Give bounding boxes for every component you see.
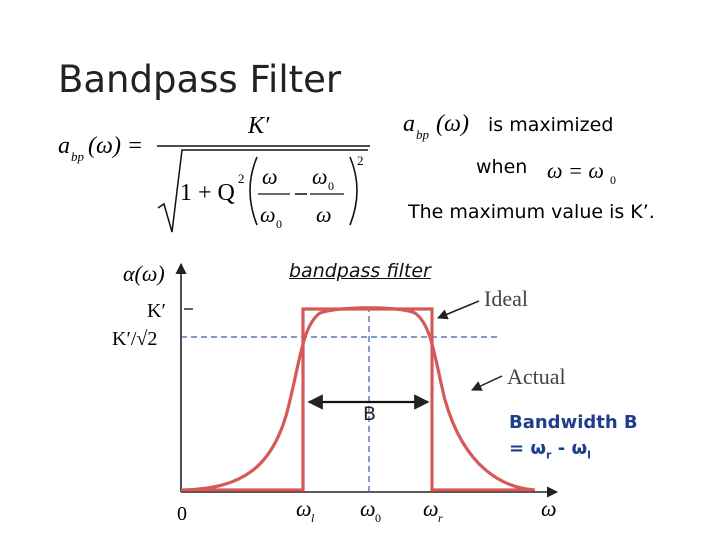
maximized-lhs-arg: (ω) bbox=[436, 111, 469, 137]
actual-arrow bbox=[472, 376, 502, 390]
bandwidth-sub-l: l bbox=[587, 448, 591, 462]
actual-label: Actual bbox=[507, 364, 566, 389]
y-tick-kprime: K′ bbox=[147, 300, 166, 322]
x-tick-w0-sub: 0 bbox=[375, 511, 381, 525]
maximized-lhs-sub: bp bbox=[416, 127, 429, 142]
x-tick-wl-sub: l bbox=[311, 511, 315, 525]
bandwidth-line2 bbox=[509, 436, 638, 469]
formula-frac1-num: ω bbox=[262, 164, 278, 189]
formula-frac2-num-sub: 0 bbox=[328, 179, 334, 193]
formula-numerator: K′ bbox=[248, 113, 270, 139]
x-axis-label: ω bbox=[541, 496, 557, 521]
x-tick-wr-sub: r bbox=[438, 511, 443, 525]
when-text: when bbox=[476, 156, 528, 178]
formula-frac2-num: ω bbox=[312, 164, 328, 189]
ideal-label: Ideal bbox=[484, 286, 528, 311]
y-axis-label: α(ω) bbox=[123, 261, 165, 286]
x-tick-zero: 0 bbox=[177, 503, 187, 525]
max-value-text: The maximum value is K’. bbox=[408, 201, 655, 223]
formula-outer-exp: 2 bbox=[357, 153, 364, 168]
is-maximized-text: is maximized bbox=[488, 114, 614, 136]
x-tick-w0: ω bbox=[360, 496, 376, 521]
bandwidth-line1: Bandwidth B bbox=[509, 412, 638, 433]
maximized-lhs: a bbox=[403, 111, 415, 137]
formula-lhs-arg: (ω) = bbox=[88, 133, 144, 159]
bandwidth-mid: - ω bbox=[551, 438, 588, 459]
bandwidth-sub-r: r bbox=[546, 448, 552, 462]
x-tick-wl: ω bbox=[296, 496, 312, 521]
formula-frac2-den: ω bbox=[316, 202, 332, 227]
bandwidth-prefix: = ω bbox=[509, 438, 546, 459]
slide-title: Bandpass Filter bbox=[58, 58, 342, 101]
actual-response bbox=[185, 308, 535, 490]
y-tick-half: K′/√2 bbox=[112, 328, 158, 350]
when-equation-sub: 0 bbox=[610, 173, 616, 187]
when-equation: ω = ω bbox=[547, 158, 604, 183]
formula-denominator-exp: 2 bbox=[238, 171, 245, 186]
bandwidth-definition bbox=[509, 410, 638, 469]
chart-title: bandpass filter bbox=[289, 260, 431, 282]
formula-frac1-den-sub: 0 bbox=[276, 217, 282, 231]
formula-lhs: a bbox=[58, 133, 70, 159]
x-tick-wr: ω bbox=[423, 496, 439, 521]
formula-frac1-den: ω bbox=[260, 202, 276, 227]
formula-denominator-one: 1 + Q bbox=[180, 180, 235, 206]
formula-lhs-sub: bp bbox=[71, 149, 84, 164]
ideal-arrow bbox=[438, 301, 479, 318]
bandwidth-marker: B bbox=[363, 403, 377, 425]
